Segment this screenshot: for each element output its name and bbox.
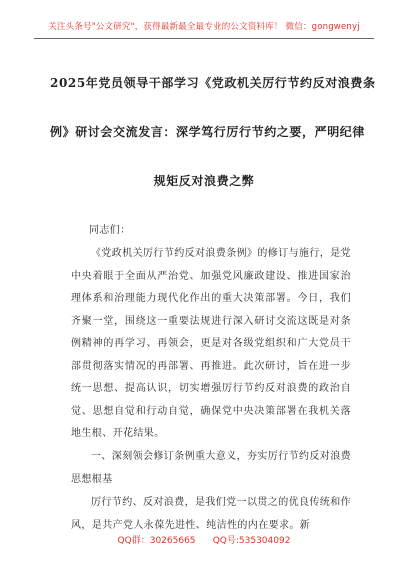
salutation: 同志们： <box>89 225 131 236</box>
document-title-line-3: 规矩反对浪费之弊 <box>153 174 255 188</box>
document-title-line-2: 例》研讨会交流发言：深学笃行厉行节约之要，严明纪律 <box>50 125 366 139</box>
header-divider <box>34 38 374 39</box>
promo-banner: 关注头条号"公文研究"，获得最新最全最专业的公文资料库！ 微信：gongwenyj <box>48 22 360 32</box>
body-paragraph-intro: 《党政机关厉行节约反对浪费条例》的修订与施行，是党中央着眼于全面从严治党、加强党风廉政建设、推进国家治理体系和治理能力现代化作出的重大决策部署。今日，我们齐聚一堂，围绕这一重要法规进行深入研讨交流这既是对条例精神的再学习、再领会，更是对各级党组织和广大党员干部贯彻落实情况的再部署、再推进。此次研讨，旨在进一步统一思想、提高认识，切实增强厉行节约反对浪费的政治自觉、思想自觉和行动自觉，确保党中央决策部署在我机关落地生根、开花结果。 <box>71 248 351 439</box>
body-paragraph-section-1: 厉行节约、反对浪费，是我们党一以贯之的优良传统和作风，是共产党人永葆先进性、纯洁性的内在要求。新 <box>71 497 351 531</box>
document-title-line-1: 2025年党员领导干部学习《党政机关厉行节约反对浪费条 <box>50 76 376 90</box>
contact-footer: QQ群：30265665 QQ号:535304092 <box>117 536 291 546</box>
section-heading-1: 一、深刻领会修订条例重大意义，夯实厉行节约反对浪费思想根基 <box>71 451 351 485</box>
